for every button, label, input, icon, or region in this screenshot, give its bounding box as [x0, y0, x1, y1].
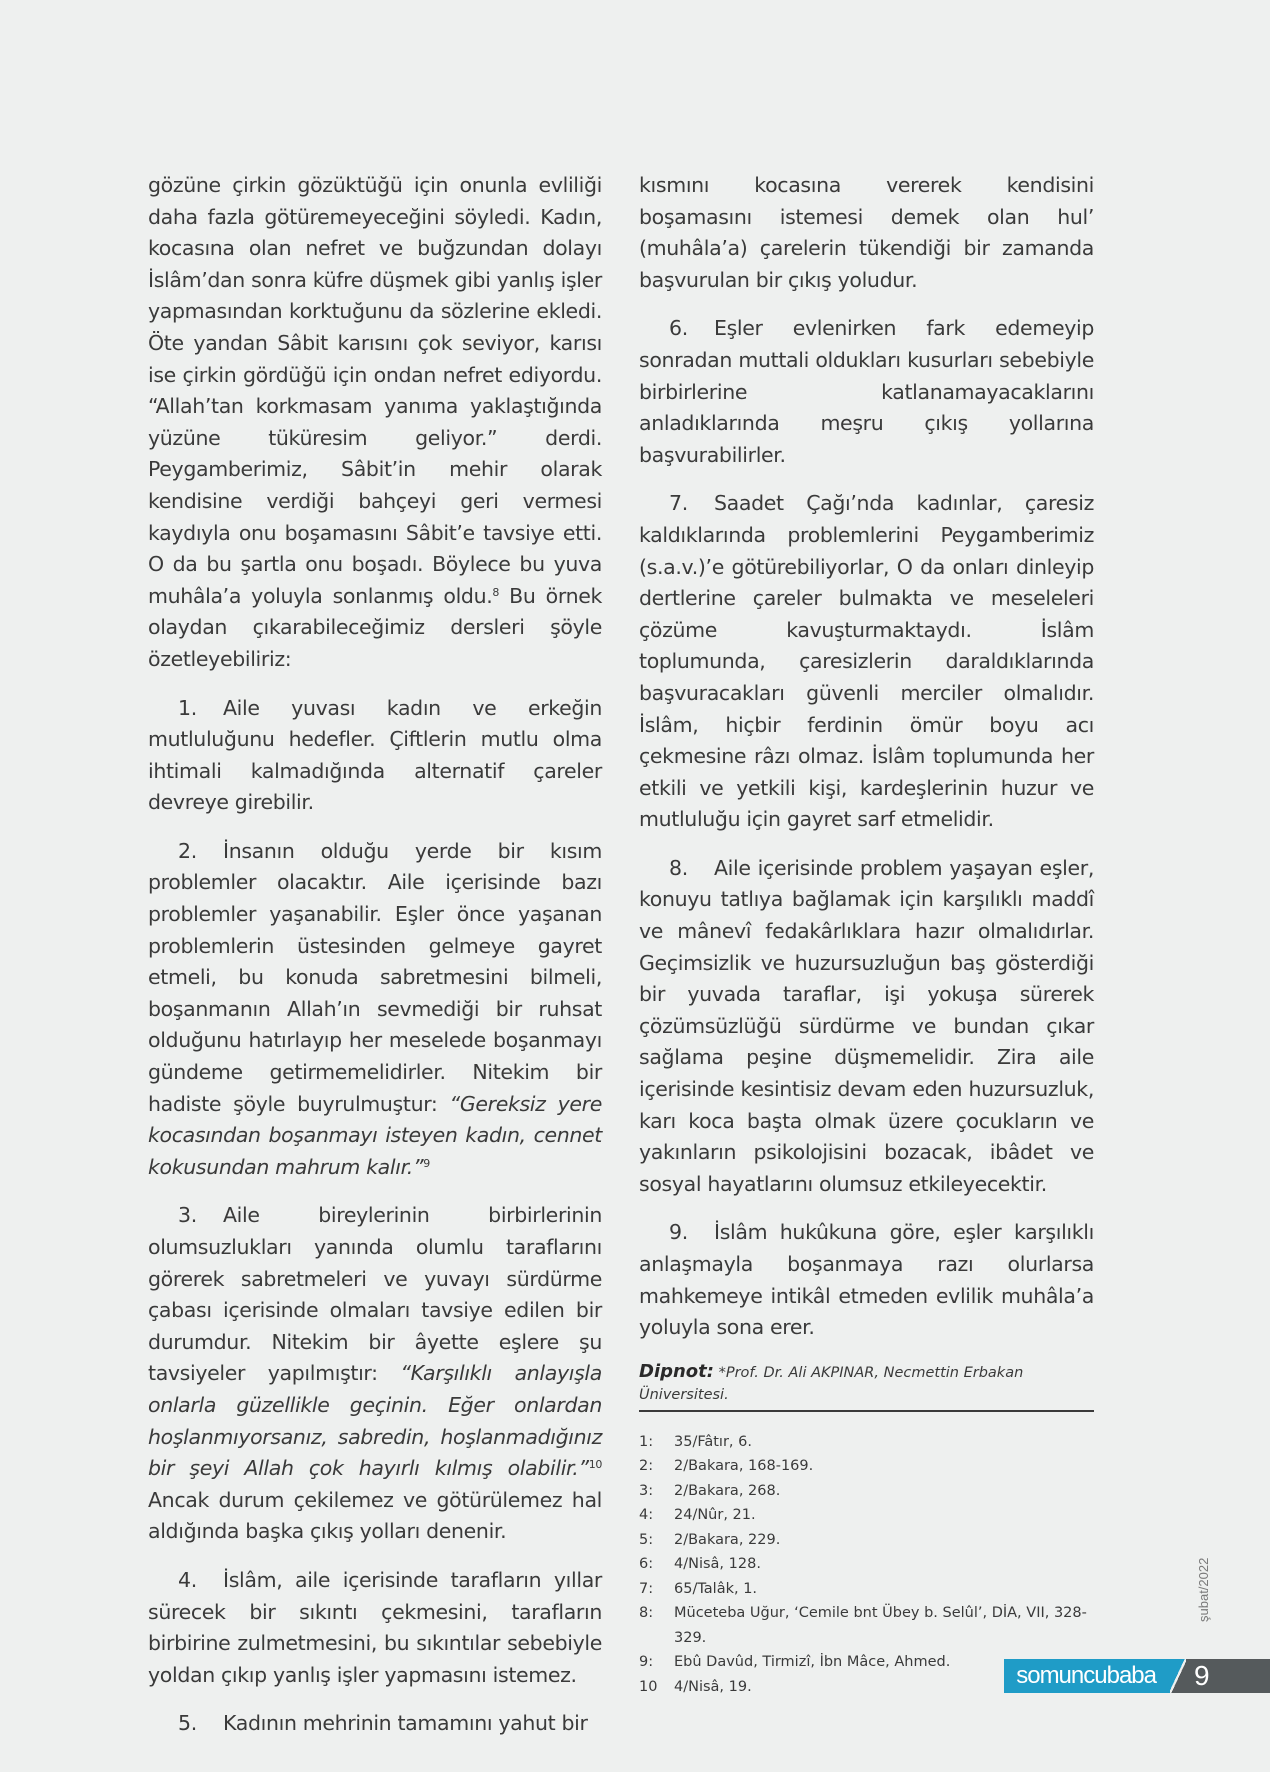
footnote-item — [639, 1454, 1094, 1479]
footnote-ref: 9 — [423, 1156, 430, 1170]
footnote-text: 24/Nûr, 21. — [674, 1507, 756, 1524]
dipnot-label: Dipnot: — [639, 1360, 714, 1382]
item-number: 4. — [178, 1567, 197, 1592]
hadith-quote: “Gereksiz yere kocasından boşanmayı isteyen kadın, cennet kokusundan mahrum kalır.” — [148, 1091, 602, 1179]
footnote-text: 35/Fâtır, 6. — [674, 1433, 752, 1450]
page-number: 9 — [1186, 1659, 1270, 1693]
list-item-3: 3. Aile bireylerinin birbirlerinin olumsuzlukları yanında olumlu taraflarını görerek sabretmeleri ve yuvayı sürdürme çabası içerisinde olmaları tavsiye edilen bir durumdur. Nitekim bir âyette eşlere şu tavsiyeler yapılmıştır: “Karşılıklı anlayışla onlarla güzellikle geçinin. Eğer onlardan hoşlanmıyorsanız, sabredin, hoşlanmadığınız bir şeyi Allah çok hayırlı kılmış olabilir.”$^{10}$ Ancak durum çekilemez ve götürülemez hal aldığında başka çıkış yolları denenir. — [148, 1200, 602, 1548]
footnote-text: 2/Bakara, 168-169. — [674, 1458, 814, 1475]
footnote-text: 2/Bakara, 229. — [674, 1531, 781, 1548]
footnote-number: 9: — [639, 1654, 654, 1671]
footnote-text: 4/Nisâ, 128. — [674, 1556, 761, 1573]
footnote-item — [639, 1577, 1094, 1602]
footnote-number: 5: — [639, 1531, 654, 1548]
footnote-item — [639, 1601, 1094, 1650]
footnote-number: 6: — [639, 1556, 654, 1573]
footnote-text: 4/Nisâ, 19. — [674, 1678, 752, 1695]
item-number: 6. — [669, 316, 688, 341]
footnote-number: 8: — [639, 1605, 654, 1622]
list-item-1: 1. Aile yuvası kadın ve erkeğin mutluluğunu hedefler. Çiftlerin mutlu olma ihtimali kalmadığında alternatif çareler devreye girebilir. — [148, 693, 602, 819]
footnote-number: 2: — [639, 1458, 654, 1475]
list-item-7: 7. Saadet Çağı’nda kadınlar, çaresiz kaldıklarında problemlerini Peygamberimiz (s.a.v.)’e götürebiliyorlar, O da onları dinleyip dertlerine çareler bulmakta ve meseleleri çözüme kavuşturmaktaydı. İslâm toplumunda, çaresizlerin daraldıklarında başvuracakları güvenli merciler olmalıdır. İslâm, hiçbir ferdinin ömür boyu acı çekmesine râzı olmaz. İslâm toplumunda her etkili ve yetkili kişi, kardeşlerinin huzur ve mutluluğu için gayret sarf etmelidir. — [639, 488, 1094, 836]
tab-separator — [1170, 1659, 1186, 1693]
item-number: 3. — [178, 1203, 197, 1228]
footnote-text: 2/Bakara, 268. — [674, 1482, 781, 1499]
item-number: 5. — [178, 1711, 197, 1736]
footnote-number: 10 — [639, 1678, 658, 1695]
list-item-5: 5. Kadının mehrinin tamamını yahut bir — [148, 1708, 602, 1740]
footnote-item — [639, 1503, 1094, 1528]
footnote-text: Ebû Davûd, Tirmizî, İbn Mâce, Ahmed. — [674, 1654, 951, 1671]
footnote-item — [639, 1528, 1094, 1553]
list-item-8: 8. Aile içerisinde problem yaşayan eşler, konuyu tatlıya bağlamak için karşılıklı maddî ve mânevî fedakârlıklara hazır olmalıdırlar. Geçimsizlik ve huzursuzluğun baş gösterdiği bir yuvada taraflar, işi yokuşa sürerek çözümsüzlüğü sürdürme ve bundan çıkar sağlama peşine düşmemelidir. Zira aile içerisinde kesintisiz devam eden huzursuzluk, karı koca başta olmak üzere çocukların ve yakınların psikolojisini bozacak, ibâdet ve sosyal hayatlarını olumsuz etkileyecektir. — [639, 853, 1094, 1201]
footnote-ref: 10 — [588, 1458, 602, 1472]
footnote-item — [639, 1479, 1094, 1504]
verse-quote: “Karşılıklı anlayışla onlarla güzellikle geçinin. Eğer onlardan hoşlanmıyorsanız, sabredin, hoşlanmadığınız bir şeyi Allah çok hayırlı kılmış olabilir.” — [148, 1361, 602, 1481]
continuation-paragraph: kısmını kocasına vererek kendisini boşamasını istemesi demek olan hul’ (muhâla’a) çarelerin tükendiği bir zamanda başvurulan bir çıkış yoludur. — [639, 173, 1094, 292]
footnote-item — [639, 1552, 1094, 1577]
item-number: 7. — [669, 491, 688, 516]
item-number: 8. — [669, 855, 688, 880]
magazine-brand: somuncubaba — [1004, 1659, 1170, 1693]
author-note — [639, 1361, 1094, 1412]
left-column — [148, 170, 602, 1757]
footnote-text: Müceteba Uğur, ‘Cemile bnt Übey b. Selûl’, DİA, VII, 328-329. — [674, 1605, 1087, 1646]
item-number: 2. — [178, 838, 197, 863]
issue-date: şubat/2022 — [1196, 1557, 1211, 1622]
item-number: 9. — [669, 1220, 688, 1245]
list-item-4: 4. İslâm, aile içerisinde tarafların yıllar sürecek bir sıkıntı çekmesini, tarafların birbirine zulmetmesini, bu sıkıntılar sebebiyle yoldan çıkıp yanlış işler yapmasını istemez. — [148, 1565, 602, 1691]
footnote-text: 65/Talâk, 1. — [674, 1580, 758, 1597]
list-item-9: 9. İslâm hukûkuna göre, eşler karşılıklı anlaşmayla boşanmaya razı olurlarsa mahkemeye intikâl etmeden evlilik muhâla’a yoluyla sona erer. — [639, 1217, 1094, 1343]
footnote-number: 1: — [639, 1433, 654, 1450]
page-footer-tab — [1004, 1659, 1270, 1693]
list-item-2: 2. İnsanın olduğu yerde bir kısım problemler olacaktır. Aile içerisinde bazı problemler yaşanabilir. Eşler önce yaşanan problemlerin üstesinden gelmeye gayret etmeli, bu konuda sabretmesini bilmeli, boşanmanın Allah’ın sevmediği bir ruhsat olduğunu hatırlayıp her meselede boşanmayı gündeme getirmemelidirler. Nitekim bir hadiste şöyle buyrulmuştur: “Gereksiz yere kocasından boşanmayı isteyen kadın, cennet kokusundan mahrum kalır.”$^9$ — [148, 836, 602, 1184]
dipnot-text: *Prof. Dr. Ali AKPINAR, Necmettin Erbakan Üniversitesi. — [639, 1364, 1024, 1403]
footnote-item — [639, 1430, 1094, 1455]
right-column — [639, 170, 1094, 1699]
footnote-number: 7: — [639, 1580, 654, 1597]
footnote-number: 4: — [639, 1507, 654, 1524]
list-item-6: 6. Eşler evlenirken fark edemeyip sonradan muttali oldukları kusurları sebebiyle birbirlerine katlanamayacaklarını anladıklarında meşru çıkış yollarına başvurabilirler. — [639, 313, 1094, 471]
footnote-number: 3: — [639, 1482, 654, 1499]
item-number: 1. — [178, 695, 197, 720]
footnote-ref: 8 — [492, 585, 500, 599]
intro-paragraph: gözüne çirkin gözüktüğü için onunla evliliği daha fazla götüremeyeceğini söyledi. Kadın, kocasına olan nefret ve buğzundan dolayı İslâm’dan sonra küfre düşmek gibi yanlış işler yapmasından korktuğunu da sözlerine ekledi. Öte yandan Sâbit karısını çok seviyor, karısı ise çirkin gördüğü için ondan nefret ediyordu. “Allah’tan korkmasam yanıma yaklaştığında yüzüne tüküresim geliyor.” derdi. Peygamberimiz, Sâbit’in mehir olarak kendisine verdiği bahçeyi geri vermesi kaydıyla onu boşamasını Sâbit’e tavsiye etti. O da bu şartla onu boşadı. Böylece bu yuva muhâla’a yoluyla sonlanmış oldu.$^8$ Bu örnek olaydan çıkarabileceğimiz dersleri şöyle özetleyebiliriz: — [148, 173, 603, 671]
